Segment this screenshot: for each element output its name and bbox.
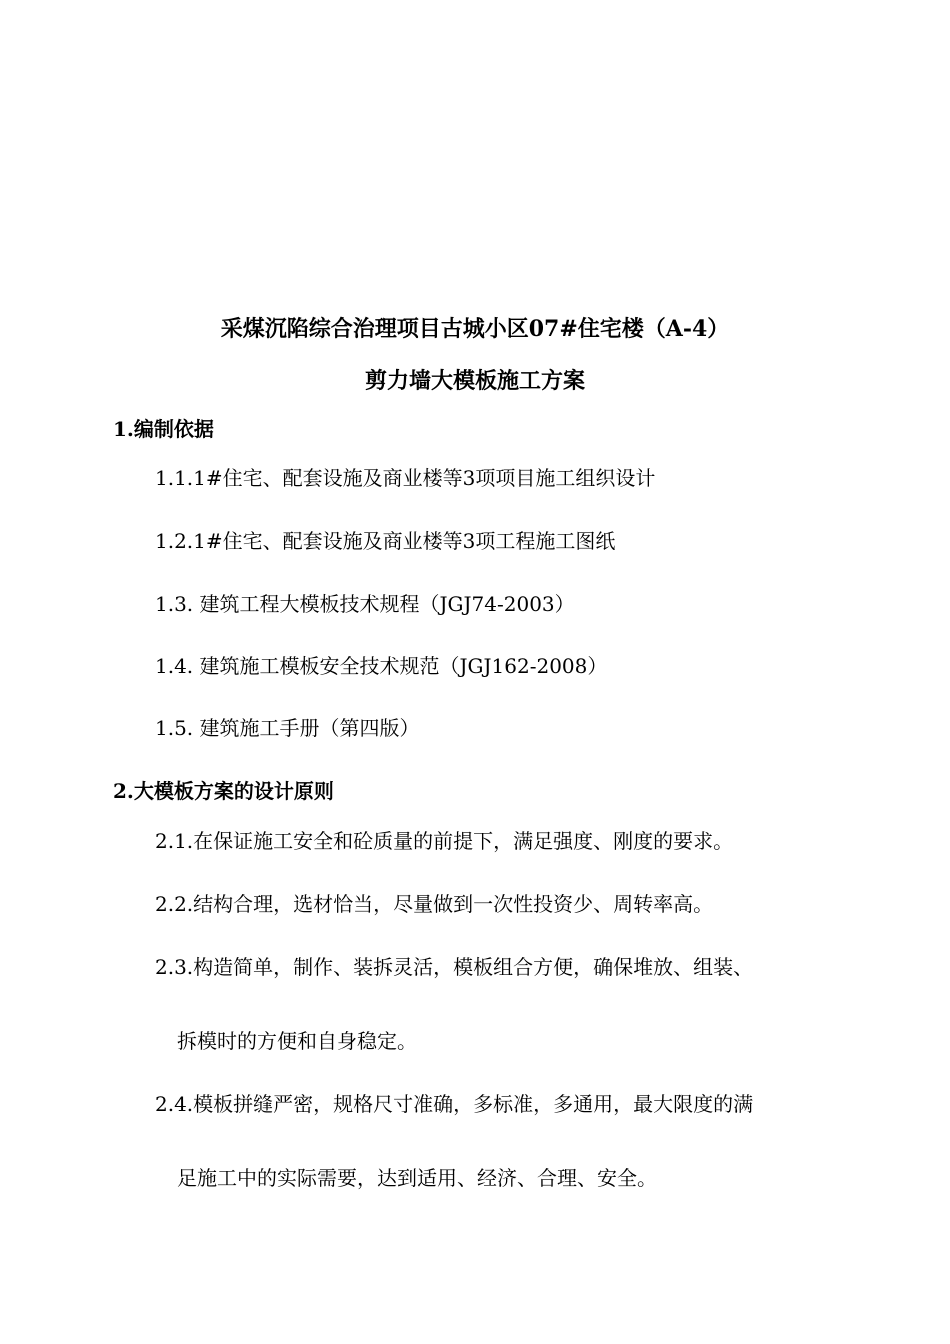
list-item: 2.2.结构合理，选材恰当，尽量做到一次性投资少、周转率高。 bbox=[155, 892, 714, 916]
list-item: 2.4.模板拼缝严密，规格尺寸准确，多标准，多通用，最大限度的满 bbox=[155, 1092, 754, 1116]
list-item-continuation: 拆模时的方便和自身稳定。 bbox=[177, 1029, 417, 1053]
list-item: 1.4. 建筑施工模板安全技术规范（JGJ162-2008） bbox=[155, 654, 608, 678]
list-item-continuation: 足施工中的实际需要，达到适用、经济、合理、安全。 bbox=[177, 1166, 657, 1190]
list-item: 1.5. 建筑施工手册（第四版） bbox=[155, 716, 420, 740]
list-item: 1.1.1#住宅、配套设施及商业楼等3项项目施工组织设计 bbox=[155, 466, 656, 490]
list-item: 2.1.在保证施工安全和砼质量的前提下，满足强度、刚度的要求。 bbox=[155, 829, 734, 853]
section-heading-1: 1.编制依据 bbox=[113, 417, 214, 441]
list-item: 2.3.构造简单，制作、装拆灵活，模板组合方便，确保堆放、组装、 bbox=[155, 955, 754, 979]
list-item: 1.3. 建筑工程大模板技术规程（JGJ74-2003） bbox=[155, 592, 575, 616]
document-title-line2: 剪力墙大模板施工方案 bbox=[364, 368, 585, 394]
section-heading-2: 2.大模板方案的设计原则 bbox=[113, 779, 334, 803]
document-title-line1: 采煤沉陷综合治理项目古城小区07#住宅楼（A-4） bbox=[220, 316, 730, 342]
list-item: 1.2.1#住宅、配套设施及商业楼等3项工程施工图纸 bbox=[155, 529, 616, 553]
